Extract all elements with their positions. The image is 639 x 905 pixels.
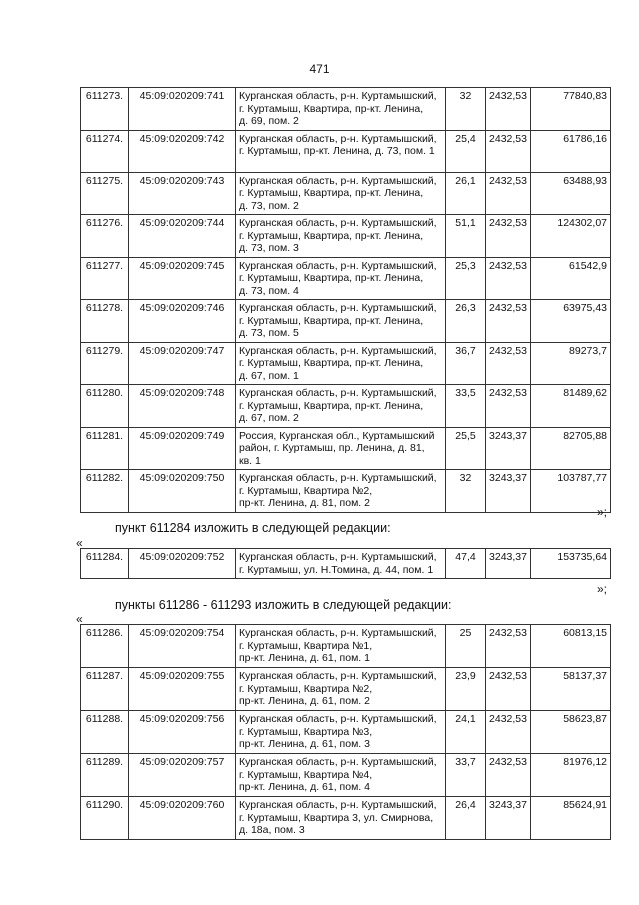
address-line: Курганская область, р-н. Куртамышский,	[239, 302, 437, 314]
record-number-cell: 611289.	[81, 754, 129, 797]
address-cell	[236, 754, 446, 797]
address-line: г. Куртамыш, Квартира №1,	[239, 639, 373, 652]
address-line: Курганская область, р-н. Куртамышский,	[239, 217, 437, 229]
address-line: Курганская область, р-н. Куртамышский,	[239, 90, 437, 102]
cadastral-value-cell: 85624,91	[531, 797, 611, 840]
cadastral-value-cell: 60813,15	[531, 625, 611, 668]
record-number-cell: 611275.	[81, 172, 129, 215]
address-cell	[236, 385, 446, 428]
unit-value-cell: 2432,53	[486, 385, 531, 428]
area-cell: 25,3	[446, 257, 486, 300]
address-line: Курганская область, р-н. Куртамышский,	[239, 756, 437, 768]
closing-quote-2: »;	[596, 582, 607, 596]
instruction-item-611284: пункт 611284 изложить в следующей редакции:	[115, 521, 391, 535]
cadastral-number-cell: 45:09:020209:752	[129, 549, 236, 579]
cadastral-number-cell: 45:09:020209:750	[129, 470, 236, 513]
unit-value-cell: 2432,53	[486, 754, 531, 797]
cadastral-number-cell: 45:09:020209:749	[129, 427, 236, 470]
cadastral-number-cell: 45:09:020209:747	[129, 342, 236, 385]
address-cell	[236, 88, 446, 131]
page-number: 471	[309, 62, 330, 76]
record-number-cell: 611278.	[81, 300, 129, 343]
address-cell	[236, 625, 446, 668]
address-cell	[236, 470, 446, 513]
table-row	[81, 385, 611, 428]
property-table-3	[80, 624, 611, 840]
table-row	[81, 754, 611, 797]
record-number-cell: 611286.	[81, 625, 129, 668]
address-line: г. Куртамыш, Квартира, пр-кт. Ленина,	[239, 187, 424, 199]
address-line: Курганская область, р-н. Куртамышский,	[239, 344, 437, 357]
address-line: Курганская область, р-н. Куртамышский,	[239, 670, 437, 682]
area-cell: 25,5	[446, 427, 486, 470]
address-line: Курганская область, р-н. Куртамышский,	[239, 387, 437, 399]
address-line: д. 67, пом. 1	[239, 369, 299, 382]
address-cell	[236, 215, 446, 258]
address-line: Курганская область, р-н. Куртамышский,	[239, 713, 437, 725]
closing-quote-1: »;	[596, 505, 607, 519]
address-cell	[236, 711, 446, 754]
address-cell	[236, 257, 446, 300]
record-number-cell: 611287.	[81, 668, 129, 711]
cadastral-value-cell: 81489,62	[531, 385, 611, 428]
opening-quote-2: «	[76, 612, 83, 626]
address-cell	[236, 342, 446, 385]
address-line: г. Куртамыш, Квартира, пр-кт. Ленина,	[239, 229, 424, 242]
address-line: г. Куртамыш, Квартира, пр-кт. Ленина,	[239, 272, 424, 284]
cadastral-number-cell: 45:09:020209:742	[129, 130, 236, 172]
record-number-cell: 611281.	[81, 427, 129, 470]
unit-value-cell: 3243,37	[486, 797, 531, 840]
address-line: д. 73, пом. 4	[239, 284, 299, 297]
address-line: г. Куртамыш, Квартира №2,	[239, 484, 373, 497]
cadastral-number-cell: 45:09:020209:757	[129, 754, 236, 797]
address-line: Курганская область, р-н. Куртамышский,	[239, 551, 437, 563]
property-table-1	[80, 87, 611, 513]
cadastral-number-cell: 45:09:020209:760	[129, 797, 236, 840]
unit-value-cell: 2432,53	[486, 88, 531, 131]
unit-value-cell: 2432,53	[486, 172, 531, 215]
address-line: г. Куртамыш, пр-кт. Ленина, д. 73, пом. 1	[239, 145, 435, 157]
cadastral-number-cell: 45:09:020209:746	[129, 300, 236, 343]
address-line: Курганская область, р-н. Куртамышский,	[239, 259, 437, 272]
record-number-cell: 611273.	[81, 88, 129, 131]
address-cell	[236, 549, 446, 579]
area-cell: 24,1	[446, 711, 486, 754]
unit-value-cell: 2432,53	[486, 257, 531, 300]
record-number-cell: 611280.	[81, 385, 129, 428]
address-line: пр-кт. Ленина, д. 61, пом. 2	[239, 695, 370, 707]
unit-value-cell: 2432,53	[486, 625, 531, 668]
cadastral-value-cell: 63975,43	[531, 300, 611, 343]
cadastral-number-cell: 45:09:020209:744	[129, 215, 236, 258]
address-line: г. Куртамыш, Квартира №4,	[239, 768, 373, 781]
address-line: Курганская область, р-н. Куртамышский,	[239, 799, 437, 811]
address-line: д. 73, пом. 5	[239, 327, 299, 339]
area-cell: 25	[446, 625, 486, 668]
address-line: г. Куртамыш, Квартира, пр-кт. Ленина,	[239, 102, 424, 115]
address-line: кв. 1	[239, 454, 261, 467]
record-number-cell: 611274.	[81, 130, 129, 172]
address-cell	[236, 130, 446, 172]
cadastral-value-cell: 89273,7	[531, 342, 611, 385]
address-line: пр-кт. Ленина, д. 61, пом. 4	[239, 781, 370, 793]
address-line: пр-кт. Ленина, д. 61, пом. 1	[239, 652, 370, 664]
table-row	[81, 711, 611, 754]
address-cell	[236, 172, 446, 215]
table-row	[81, 470, 611, 513]
address-line: д. 18а, пом. 3	[239, 824, 305, 836]
address-line: д. 73, пом. 3	[239, 242, 299, 254]
address-line: Курганская область, р-н. Куртамышский,	[239, 174, 437, 187]
cadastral-value-cell: 63488,93	[531, 172, 611, 215]
table-row	[81, 797, 611, 840]
address-line: г. Куртамыш, Квартира №2,	[239, 682, 373, 695]
cadastral-number-cell: 45:09:020209:756	[129, 711, 236, 754]
unit-value-cell: 2432,53	[486, 130, 531, 172]
address-line: Курганская область, р-н. Куртамышский,	[239, 132, 437, 145]
area-cell: 33,7	[446, 754, 486, 797]
cadastral-value-cell: 58137,37	[531, 668, 611, 711]
address-line: Россия, Курганская обл., Куртамышский	[239, 429, 435, 442]
address-line: пр-кт. Ленина, д. 61, пом. 3	[239, 738, 370, 750]
cadastral-value-cell: 61542,9	[531, 257, 611, 300]
address-line: г. Куртамыш, ул. Н.Томина, д. 44, пом. 1	[239, 563, 434, 576]
record-number-cell: 611290.	[81, 797, 129, 840]
record-number-cell: 611282.	[81, 470, 129, 513]
unit-value-cell: 2432,53	[486, 215, 531, 258]
cadastral-value-cell: 103787,77	[531, 470, 611, 513]
record-number-cell: 611276.	[81, 215, 129, 258]
unit-value-cell: 3243,37	[486, 470, 531, 513]
table-row	[81, 215, 611, 258]
area-cell: 25,4	[446, 130, 486, 172]
cadastral-value-cell: 77840,83	[531, 88, 611, 131]
address-line: г. Куртамыш, Квартира, пр-кт. Ленина,	[239, 357, 424, 369]
address-line: д. 67, пом. 2	[239, 412, 299, 424]
address-line: пр-кт. Ленина, д. 81, пом. 2	[239, 497, 370, 509]
unit-value-cell: 2432,53	[486, 342, 531, 385]
address-cell	[236, 300, 446, 343]
unit-value-cell: 2432,53	[486, 711, 531, 754]
cadastral-number-cell: 45:09:020209:755	[129, 668, 236, 711]
record-number-cell: 611277.	[81, 257, 129, 300]
area-cell: 23,9	[446, 668, 486, 711]
record-number-cell: 611288.	[81, 711, 129, 754]
cadastral-value-cell: 82705,88	[531, 427, 611, 470]
area-cell: 36,7	[446, 342, 486, 385]
unit-value-cell: 3243,37	[486, 549, 531, 579]
table-row	[81, 668, 611, 711]
cadastral-number-cell: 45:09:020209:743	[129, 172, 236, 215]
address-line: Курганская область, р-н. Куртамышский,	[239, 627, 437, 639]
address-line: д. 73, пом. 2	[239, 199, 299, 212]
table-row	[81, 88, 611, 131]
address-line: район, г. Куртамыш, пр. Ленина, д. 81,	[239, 442, 425, 454]
area-cell: 32	[446, 470, 486, 513]
cadastral-value-cell: 124302,07	[531, 215, 611, 258]
record-number-cell: 611284.	[81, 549, 129, 579]
table-row	[81, 549, 611, 579]
address-line: г. Куртамыш, Квартира 3, ул. Смирнова,	[239, 811, 434, 824]
cadastral-value-cell: 58623,87	[531, 711, 611, 754]
cadastral-value-cell: 153735,64	[531, 549, 611, 579]
table-row	[81, 427, 611, 470]
address-line: г. Куртамыш, Квартира, пр-кт. Ленина,	[239, 314, 424, 327]
table-row	[81, 257, 611, 300]
area-cell: 33,5	[446, 385, 486, 428]
cadastral-number-cell: 45:09:020209:741	[129, 88, 236, 131]
table-row	[81, 130, 611, 172]
cadastral-number-cell: 45:09:020209:748	[129, 385, 236, 428]
record-number-cell: 611279.	[81, 342, 129, 385]
instruction-items-611286-611293: пункты 611286 - 611293 изложить в следующей редакции:	[115, 598, 452, 612]
cadastral-number-cell: 45:09:020209:745	[129, 257, 236, 300]
unit-value-cell: 3243,37	[486, 427, 531, 470]
cadastral-value-cell: 81976,12	[531, 754, 611, 797]
cadastral-value-cell: 61786,16	[531, 130, 611, 172]
address-cell	[236, 797, 446, 840]
address-cell	[236, 668, 446, 711]
area-cell: 26,3	[446, 300, 486, 343]
address-line: д. 69, пом. 2	[239, 115, 299, 127]
unit-value-cell: 2432,53	[486, 300, 531, 343]
table-row	[81, 625, 611, 668]
address-cell	[236, 427, 446, 470]
area-cell: 32	[446, 88, 486, 131]
property-table-2	[80, 548, 611, 579]
cadastral-number-cell: 45:09:020209:754	[129, 625, 236, 668]
address-line: г. Куртамыш, Квартира, пр-кт. Ленина,	[239, 399, 424, 412]
table-row	[81, 172, 611, 215]
opening-quote-1: «	[76, 536, 83, 550]
area-cell: 51,1	[446, 215, 486, 258]
unit-value-cell: 2432,53	[486, 668, 531, 711]
area-cell: 26,4	[446, 797, 486, 840]
area-cell: 47,4	[446, 549, 486, 579]
area-cell: 26,1	[446, 172, 486, 215]
table-row	[81, 300, 611, 343]
table-row	[81, 342, 611, 385]
address-line: Курганская область, р-н. Куртамышский,	[239, 472, 437, 484]
address-line: г. Куртамыш, Квартира №3,	[239, 725, 373, 738]
